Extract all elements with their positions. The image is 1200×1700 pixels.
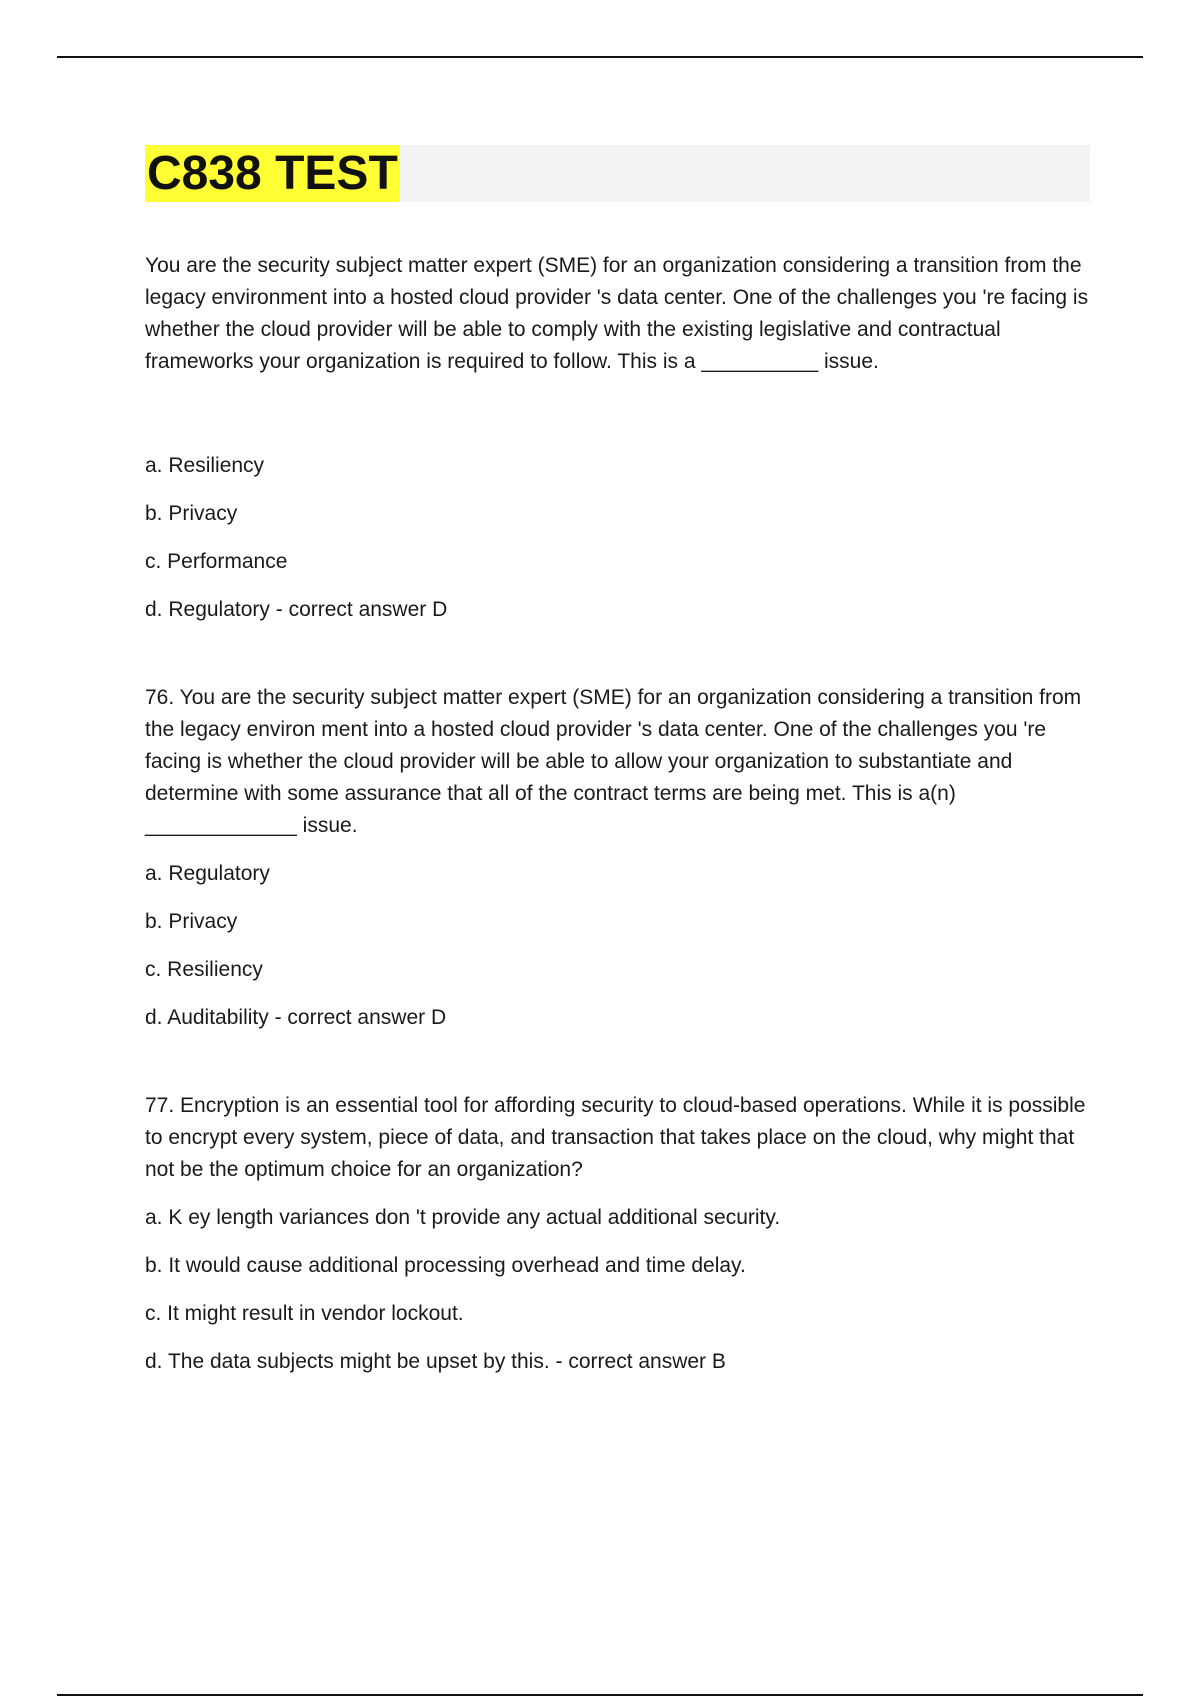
option: c. It might result in vendor lockout. xyxy=(145,1302,464,1325)
options-list xyxy=(145,1202,1090,1394)
option: d. The data subjects might be upset by this. - correct answer B xyxy=(145,1350,726,1373)
options-list xyxy=(145,450,1090,642)
option: b. Privacy xyxy=(145,502,238,525)
option: b. Privacy xyxy=(145,910,238,933)
document-body xyxy=(145,250,1090,1394)
option: b. It would cause additional processing overhead and time delay. xyxy=(145,1254,746,1277)
question-text: You are the security subject matter expert (SME) for an organization considering a transition from the legacy environment into a hosted cloud provider 's data center. One of the challenges you 're facing is whether the cloud provider will be able to comply with the existing legislative and contractual frameworks your organization is required to follow. This is a __________ issue. xyxy=(145,254,1089,373)
options-list xyxy=(145,858,1090,1050)
question-text: 77. Encryption is an essential tool for affording security to cloud-based operations. While it is possible to encrypt every system, piece of data, and transaction that takes place on the cloud, why might that not be the optimum choice for an organization? xyxy=(145,1094,1086,1181)
option: a. Regulatory xyxy=(145,862,270,885)
option: d. Auditability - correct answer D xyxy=(145,1006,447,1029)
document-title: C838 TEST xyxy=(147,147,398,200)
option: d. Regulatory - correct answer D xyxy=(145,598,448,621)
option: c. Performance xyxy=(145,550,288,573)
top-rule xyxy=(57,56,1143,58)
option: c. Resiliency xyxy=(145,958,263,981)
option: a. K ey length variances don 't provide any actual additional security. xyxy=(145,1206,781,1229)
bottom-rule xyxy=(57,1694,1143,1696)
option: a. Resiliency xyxy=(145,454,265,477)
question-text: 76. You are the security subject matter expert (SME) for an organization considering a transition from the legacy environ ment into a hosted cloud provider 's data center. One of the challenges you 're facing is whether the cloud provider will be able to allow your organization to substantiate and determine with some assurance that all of the contract terms are being met. This is a(n) _____________ issue. xyxy=(145,686,1082,837)
